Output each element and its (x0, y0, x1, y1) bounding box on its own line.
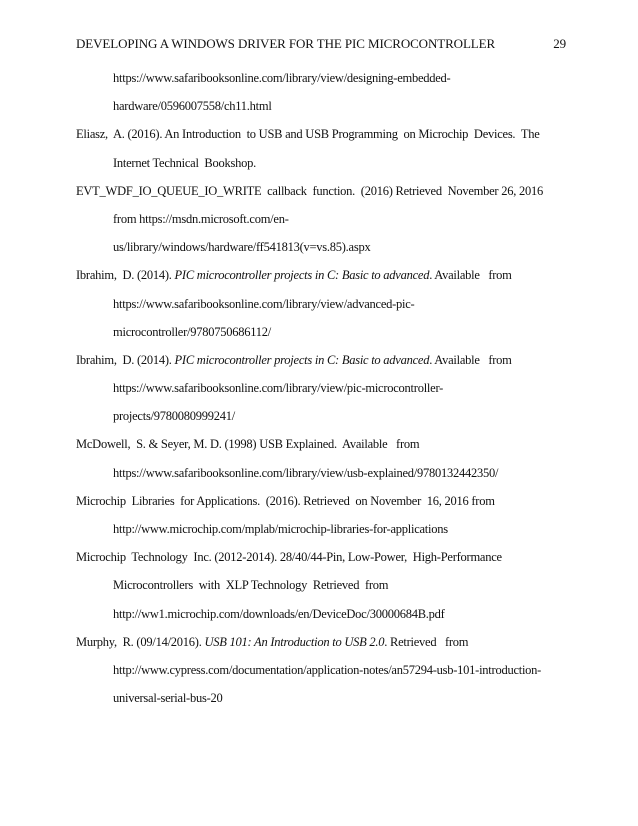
reference-continuation-line (76, 64, 566, 92)
reference-text: Eliasz, A. (2016). An Introduction to USB and USB Programming on Microchip Devices. The (76, 127, 540, 142)
reference-first-line (76, 177, 566, 205)
reference-entry (76, 628, 566, 713)
reference-entry (76, 120, 566, 176)
reference-text: http://www.microchip.com/mplab/microchip-libraries-for-applications (113, 522, 448, 536)
reference-continuation-line (76, 459, 566, 487)
reference-continuation-line (76, 149, 566, 177)
reference-text: http://www.cypress.com/documentation/application-notes/an57294-usb-101-introduction- (113, 662, 542, 677)
reference-text: microcontroller/9780750686112/ (113, 324, 271, 339)
reference-text: . Available from (429, 352, 512, 367)
reference-list (76, 64, 566, 712)
reference-text: http://ww1.microchip.com/downloads/en/DeviceDoc/30000684B.pdf (113, 606, 445, 621)
reference-continuation-line (76, 656, 566, 684)
reference-text: Microcontrollers with XLP Technology Retrieved from (113, 578, 389, 593)
reference-continuation-line (76, 684, 566, 712)
reference-text: us/library/windows/hardware/ff541813(v=vs.85).aspx (113, 240, 371, 255)
reference-text: universal-serial-bus-20 (113, 691, 223, 706)
reference-title-italic: PIC microcontroller projects in C: Basic to advanced (174, 352, 430, 367)
reference-first-line (76, 120, 566, 148)
reference-first-line (76, 430, 566, 458)
header-title: DEVELOPING A WINDOWS DRIVER FOR THE PIC MICROCONTROLLER (76, 36, 496, 51)
reference-title-italic: PIC microcontroller projects in C: Basic to advanced (174, 268, 430, 283)
reference-entry (76, 346, 566, 431)
reference-text: EVT_WDF_IO_QUEUE_IO_WRITE callback function. (2016) Retrieved November 26, 2016 (76, 183, 543, 198)
reference-text: https://www.safaribooksonline.com/library/view/designing-embedded- (113, 71, 451, 85)
reference-continuation-line (76, 374, 566, 402)
reference-text: https://www.safaribooksonline.com/library/view/advanced-pic- (113, 296, 415, 311)
reference-text: https://www.safaribooksonline.com/library/view/pic-microcontroller- (113, 381, 444, 396)
reference-text: from https://msdn.microsoft.com/en- (113, 211, 289, 226)
reference-first-line (76, 261, 566, 289)
reference-entry (76, 543, 566, 628)
reference-text: Microchip Libraries for Applications. (2016). Retrieved on November 16, 2016 from (76, 493, 495, 508)
reference-continuation-line (76, 290, 566, 318)
reference-entry (76, 261, 566, 346)
reference-text: Microchip Technology Inc. (2012-2014). 28/40/44-Pin, Low-Power, High-Performance (76, 550, 502, 565)
reference-text: Internet Technical Bookshop. (113, 155, 256, 170)
reference-text: hardware/0596007558/ch11.html (113, 99, 272, 114)
reference-text: . Available from (429, 268, 512, 283)
reference-continuation-line (76, 92, 566, 120)
reference-entry (76, 487, 566, 543)
reference-first-line (76, 346, 566, 374)
reference-entry (76, 177, 566, 262)
reference-continuation-line (76, 571, 566, 599)
reference-title-italic: USB 101: An Introduction to USB 2.0 (204, 634, 385, 649)
reference-first-line (76, 487, 566, 515)
reference-entry (76, 64, 566, 120)
reference-text: projects/9780080999241/ (113, 409, 236, 424)
reference-first-line (76, 628, 566, 656)
reference-continuation-line (76, 233, 566, 261)
reference-text: McDowell, S. & Seyer, M. D. (1998) USB Explained. Available from (76, 437, 420, 452)
reference-text: Murphy, R. (09/14/2016). (76, 634, 205, 649)
reference-continuation-line (76, 515, 566, 543)
reference-text: https://www.safaribooksonline.com/library/view/usb-explained/9780132442350/ (113, 465, 499, 480)
reference-first-line (76, 543, 566, 571)
reference-continuation-line (76, 402, 566, 430)
reference-text: Ibrahim, D. (2014). (76, 268, 175, 283)
page-number: 29 (553, 36, 566, 51)
reference-continuation-line (76, 205, 566, 233)
reference-continuation-line (76, 600, 566, 628)
reference-text: Ibrahim, D. (2014). (76, 352, 175, 367)
reference-continuation-line (76, 318, 566, 346)
reference-text: . Retrieved from (384, 634, 469, 649)
reference-entry (76, 430, 566, 486)
